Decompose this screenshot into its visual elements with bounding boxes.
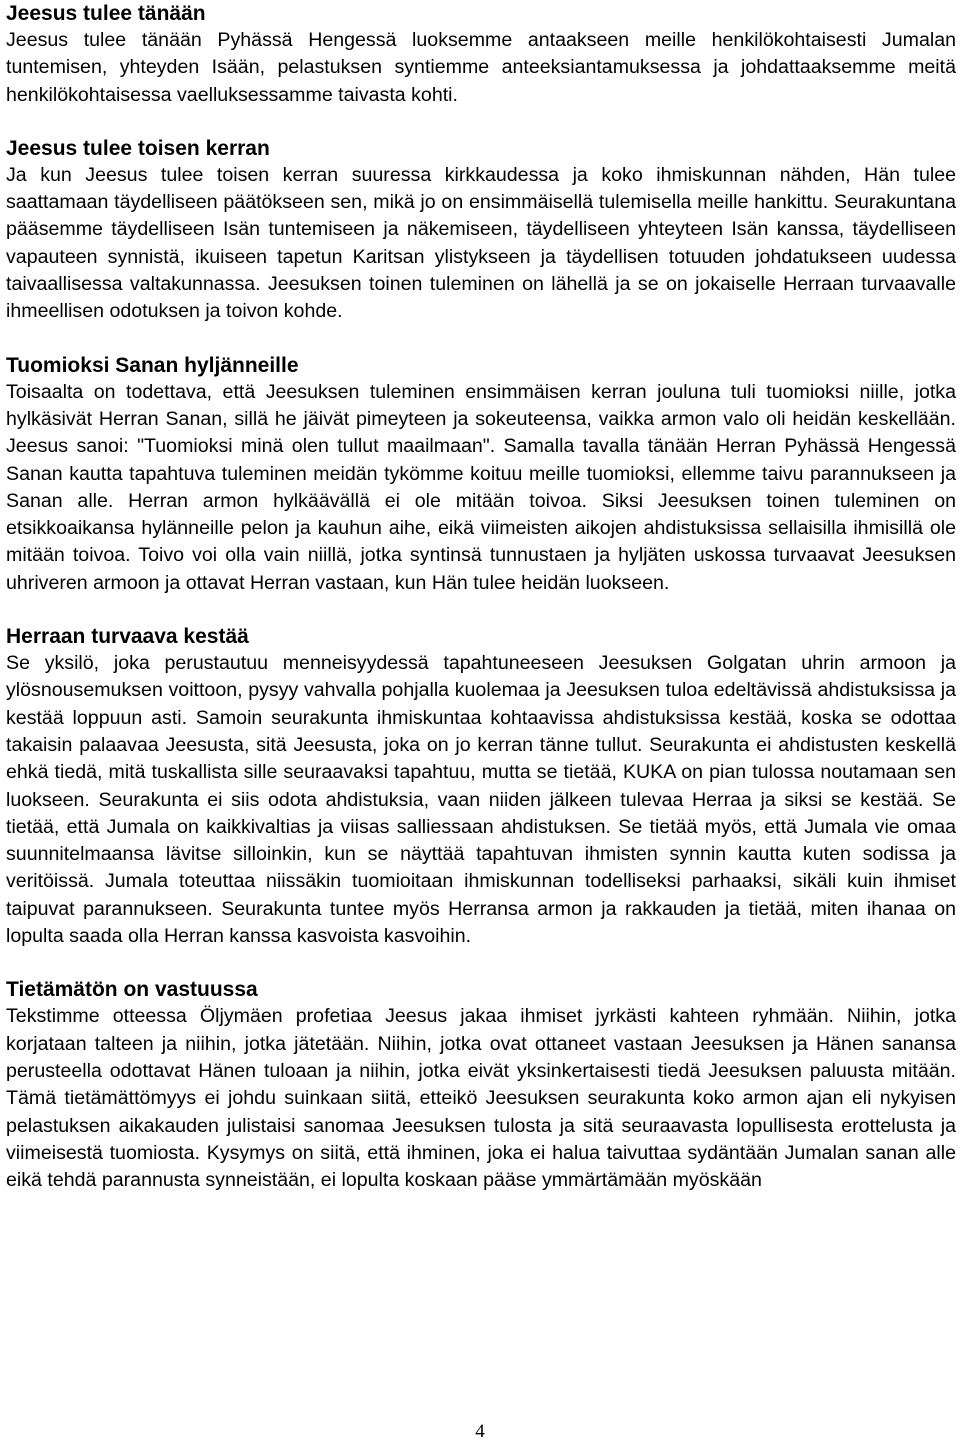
section-heading: Jeesus tulee toisen kerran <box>6 136 270 160</box>
section-heading: Tuomioksi Sanan hyljänneille <box>6 353 299 377</box>
section-heading: Tietämätön on vastuussa <box>6 978 258 1002</box>
section-body: Tekstimme otteessa Öljymäen profetiaa Jeesus jakaa ihmiset jyrkästi kahteen ryhmään. Niihin, jotka korjataan talteen ja niihin, jotka jätetään. Niihin, jotka ovat ottaneet vastaan Jeesuksen ja Hänen sanansa perusteella odottavat Hänen tuloaan ja niihin, jotka eivät yksinkertaisesti tiedä Jeesuksen paluusta mitään. Tämä tietämättömyys ei johdu suinkaan siitä, etteikö Jeesuksen seurakunta koko armon ajan eli nykyisen pelastuksen aikakauden julistaisi sanomaa Jeesuksen tulosta ja sitä seuraavasta lopullisesta erottelusta ja viimeisestä tuomiosta. Kysymys on siitä, että ihminen, joka ei halua taivuttaa sydäntään Jumalan sanan alle eikä tehdä parannusta synneistään, ei lopulta koskaan pääse ymmärtämään myöskään <box>6 1005 956 1192</box>
section-body: Se yksilö, joka perustautuu menneisyydessä tapahtuneeseen Jeesuksen Golgatan uhrin armoon ja ylösnousemuksen voittoon, pysyy vahvalla pohjalla kuolemaa ja Jeesuksen tuloa edeltävissä ahdistuksissa ja kestää loppuun asti. Samoin seurakunta ihmiskuntaa kohtaavissa ahdistuksissa kestää, koska se odottaa takaisin palaavaa Jeesusta, sitä Jeesusta, joka on jo kerran tänne tullut. Seurakunta ei ahdistusten keskellä ehkä tiedä, mitä tuskallista sille seuraavaksi tapahtuu, mutta se tietää, KUKA on pian tulossa noutamaan sen luokseen. Seurakunta ei siis odota ahdistuksia, vaan niiden jälkeen tulevaa Herraa ja siksi se kestää. Se tietää, että Jumala on kaikkivaltias ja viisas salliessaan ahdistuksen. Se tietää myös, että Jumala vie omaa suunnitelmaansa lävitse silloinkin, kun se näyttää tapahtuvan ihmisten synnin kautta kuten sodissa ja veritöissä. Jumala toteuttaa niissäkin tuomioitaan ihmiskunnan todelliseksi parhaaksi, sikäli kuin ihmiset taipuvat parannukseen. Seurakunta tuntee myös Herransa armon ja rakkauden ja tietää, miten ihanaa on lopulta saada olla Herran kanssa kasvoista kasvoihin. <box>6 652 956 948</box>
section-herraan-turvaava-kestaa <box>6 623 956 950</box>
document-page <box>6 0 956 1194</box>
section-tuomioksi-sanan-hyljanneille <box>6 352 956 597</box>
paragraph-gap <box>6 597 956 623</box>
section-body: Jeesus tulee tänään Pyhässä Hengessä luoksemme antaakseen meille henkilökohtaisesti Jumalan tuntemisen, yhteyden Isään, pelastuksen syntiemme anteeksiantamuksessa ja johdattaaksemme meitä henkilökohtaisessa vaelluksessamme taivasta kohti. <box>6 29 956 106</box>
section-jeesus-tulee-toisen-kerran <box>6 135 956 326</box>
section-heading: Jeesus tulee tänään <box>6 2 206 25</box>
paragraph-gap <box>6 326 956 352</box>
section-body: Toisaalta on todettava, että Jeesuksen tuleminen ensimmäisen kerran jouluna tuli tuomioksi niille, jotka hylkäsivät Herran Sanan, sillä he jäivät pimeyteen ja sokeuteensa, vaikka armon valo oli heidän keskellään. Jeesus sanoi: "Tuomioksi minä olen tullut maailmaan". Samalla tavalla tänään Herran Pyhässä Hengessä Sanan kautta tapahtuva tuleminen meidän tykömme koituu meille tuomioksi, ellemme taivu parannukseen ja Sanan alle. Herran armon hylkäävällä ei ole mitään toivoa. Siksi Jeesuksen toinen tuleminen on etsikkoaikansa hylänneille pelon ja kauhun aihe, eikä viimeisten aikojen ahdistuksissa sellaisilla ihmisillä ole mitään toivoa. Toivo voi olla vain niillä, jotka syntinsä tunnustaen ja hyljäten uskossa turvaavat Jeesuksen uhriveren armoon ja ottavat Herran vastaan, kun Hän tulee heidän luokseen. <box>6 380 956 594</box>
page-number: 4 <box>475 1421 485 1442</box>
paragraph-gap <box>6 950 956 976</box>
section-jeesus-tulee-tanaan <box>6 0 956 109</box>
section-body: Ja kun Jeesus tulee toisen kerran suuressa kirkkaudessa ja koko ihmiskunnan nähden, Hän tulee saattamaan täydelliseen päätökseen sen, mikä jo on ensimmäisellä tulemisella meille hankittu. Seurakuntana pääsemme täydelliseen Isän tuntemiseen ja näkemiseen, täydelliseen yhteyteen Isän kanssa, täydelliseen vapauteen synnistä, ikuiseen tapetun Karitsan ylistykseen ja täydellisen totuuden johdatukseen uudessa taivaallisessa valtakunnassa. Jeesuksen toinen tuleminen on lähellä ja se on jokaiselle Herraan turvaavalle ihmeellisen odotuksen ja toivon kohde. <box>6 163 956 323</box>
section-heading: Herraan turvaava kestää <box>6 625 249 649</box>
section-tietamaton-on-vastuussa <box>6 976 956 1194</box>
paragraph-gap <box>6 109 956 135</box>
